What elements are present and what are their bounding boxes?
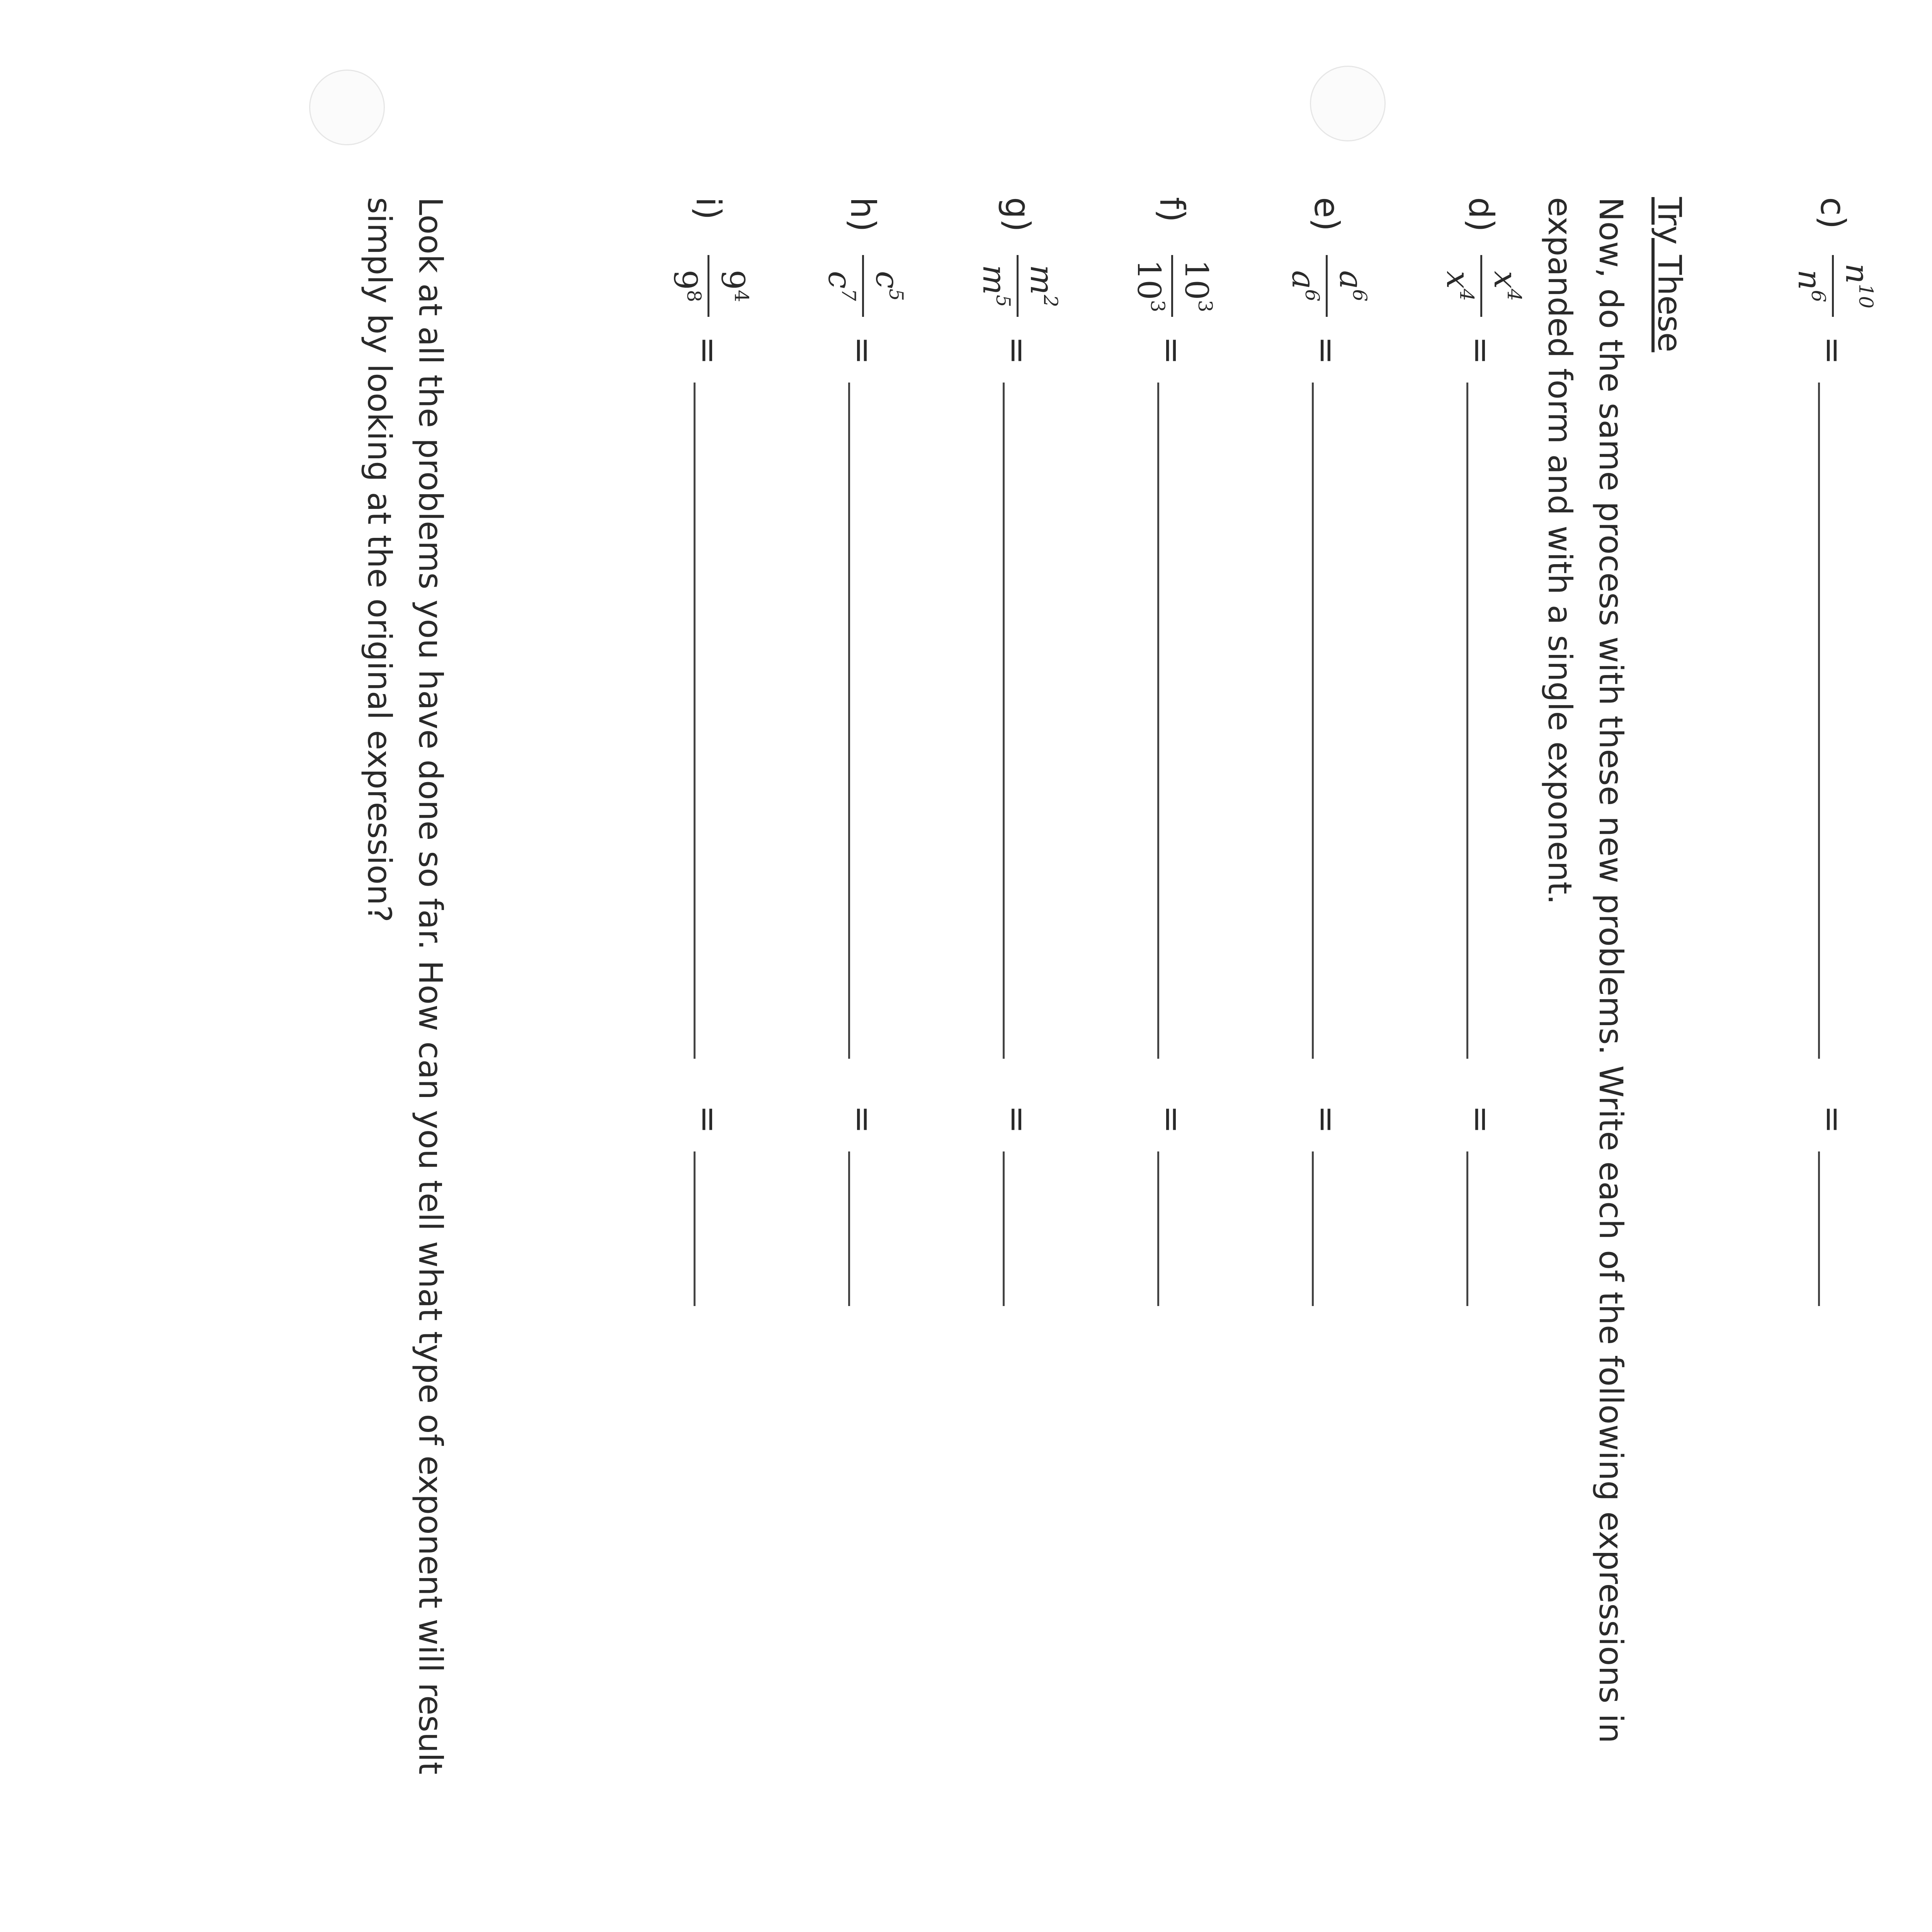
expanded-form-blank[interactable] [1466,383,1468,1059]
equals-sign: = [1307,336,1347,365]
problem-h [796,197,912,1434]
equals-sign: = [1813,1105,1853,1134]
single-exponent-blank[interactable] [694,1151,696,1306]
equals-sign: = [1307,1105,1347,1134]
single-exponent-blank[interactable] [1818,1151,1820,1306]
expanded-form-blank[interactable] [848,383,850,1059]
expanded-form-blank[interactable] [694,383,696,1059]
single-exponent-blank[interactable] [1466,1151,1468,1306]
single-exponent-blank[interactable] [1157,1151,1159,1306]
expanded-form-blank[interactable] [1312,383,1314,1059]
problem-letter: d) [1461,197,1501,232]
equals-sign: = [843,1105,883,1134]
equals-sign: = [1813,336,1853,365]
single-exponent-blank[interactable] [848,1151,850,1306]
problem-d [1414,197,1530,1434]
problem-c [1766,197,1882,1434]
fraction: $a^6$ $a^6$ [1282,255,1372,317]
equals-sign: = [843,336,883,365]
problem-f [1105,197,1221,1434]
fraction: $x^4$ $x^4$ [1436,255,1526,317]
equals-sign: = [689,1105,728,1134]
equals-sign: = [1152,336,1192,365]
expanded-form-blank[interactable] [1818,383,1820,1059]
problem-i [641,197,757,1434]
problem-g [951,197,1066,1434]
equals-sign: = [1461,336,1501,365]
problem-letter: f) [1152,197,1192,223]
problem-letter: h) [843,197,883,232]
problem-letter: i) [689,197,728,220]
fraction: $10^3$ $10^3$ [1127,255,1217,317]
problem-letter: g) [998,197,1037,232]
equals-sign: = [689,336,728,365]
equals-sign: = [998,336,1037,365]
fraction: $c^5$ $c^7$ [818,255,908,317]
equals-sign: = [998,1105,1037,1134]
fraction: $m^2$ $m^5$ [973,255,1063,317]
single-exponent-blank[interactable] [1003,1151,1005,1306]
expanded-form-blank[interactable] [1003,383,1005,1059]
try-these-instructions: Now, do the same process with these new problems. Write each of the following expressions in expanded form and with a single exponent. [1541,197,1630,1743]
equals-sign: = [1152,1105,1192,1134]
single-exponent-blank[interactable] [1312,1151,1314,1306]
closing-question: Look at all the problems you have done so far. How can you tell what type of exponent will result simply by looking at the original expression? [361,197,449,1775]
try-these-heading: Try These [1651,197,1689,352]
problem-letter: e) [1307,197,1347,231]
fraction: $n^{10}$ $n^6$ [1788,255,1878,317]
problem-b [1920,197,1932,1434]
problem-letter: c) [1813,197,1853,229]
expanded-form-blank[interactable] [1157,383,1159,1059]
equals-sign: = [1461,1105,1501,1134]
problem-e [1260,197,1376,1434]
fraction: $9^4$ $9^8$ [663,255,753,317]
